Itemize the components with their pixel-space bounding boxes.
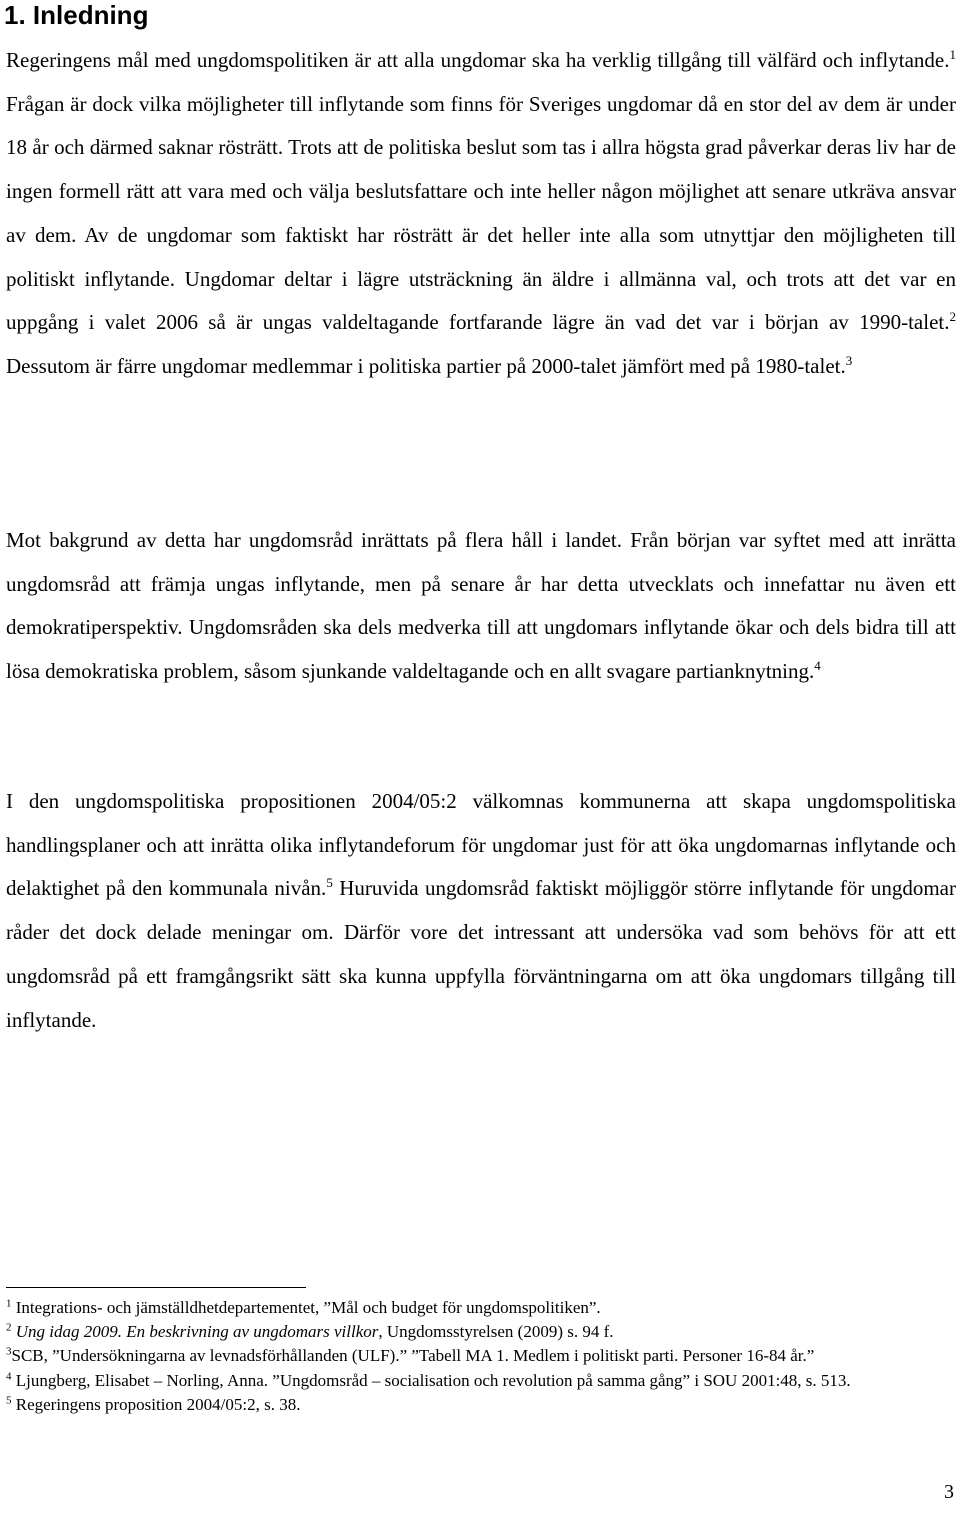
footnote-reference: 3	[845, 352, 853, 368]
footnotes	[6, 1296, 951, 1417]
paragraph-text: Regeringens mål med ungdomspolitiken är att alla ungdomar ska ha verklig tillgång till välfärd och inflytande.	[6, 48, 950, 72]
footnote-5	[6, 1393, 951, 1417]
footnote-number: 5	[6, 1394, 12, 1407]
section-heading: 1. Inledning	[4, 0, 149, 30]
footnote-text: Integrations- och jämställdhetdepartementet, ”Mål och budget för ungdomspolitiken”.	[11, 1298, 601, 1317]
paragraph-text: Frågan är dock vilka möjligheter till inflytande som finns för Sveriges ungdomar då en stor del av dem är under 18 år och därmed saknar rösträtt. Trots att de politiska beslut som tas i allra högsta grad påverkar deras liv har de ingen formell rätt att vara med och välja beslutsfattare och inte heller någon möjlighet att senare utkräva ansvar av dem. Av de ungdomar som faktiskt har rösträtt är det heller inte alla som utnyttjar den möjligheten till politiskt inflytande. Ungdomar deltar i lägre utsträckning än äldre i allmänna val, och trots att det var en uppgång i valet 2006 så är ungas valdeltagande fortfarande lägre än vad det var i början av 1990-talet.	[6, 91, 956, 335]
footnote-title: Ung idag 2009. En beskrivning av ungdomars villkor	[11, 1322, 379, 1342]
footnote-reference: 1	[949, 47, 956, 62]
paragraph-text: Huruvida ungdomsråd faktiskt möjliggör större inflytande för ungdomar råder det dock delade meningar om. Därför vore det intressant att undersöka vad som behövs för att ett ungdomsråd på ett framgångsrikt sätt ska kunna uppfylla förväntningarna om att öka ungdomars tillgång till inflytande.	[6, 876, 956, 1032]
footnote-text: SCB, ”Undersökningarna av levnadsförhållanden (ULF).” ”Tabell MA 1. Medlem i politiskt parti. Personer 16-84 år.”	[11, 1346, 815, 1366]
footnote-reference: 4	[814, 658, 821, 674]
footnote-1	[6, 1296, 951, 1320]
footnote-3	[6, 1344, 951, 1368]
footnote-4	[6, 1369, 951, 1393]
footnote-reference: 2	[949, 309, 956, 325]
paragraph-text: Dessutom är färre ungdomar medlemmar i politiska partier på 2000-talet jämfört med på 1980-talet.	[6, 353, 846, 378]
footnote-number: 4	[6, 1369, 12, 1382]
footnote-reference: 5	[326, 875, 333, 891]
footnote-2	[6, 1320, 951, 1344]
footnote-separator	[6, 1287, 306, 1288]
paragraph-text: Mot bakgrund av detta har ungdomsråd inrättats på flera håll i landet. Från början var syftet med att inrätta ungdomsråd att främja ungas inflytande, men på senare år har detta utvecklats och innefattar nu även ett demokratiperspektiv. Ungdomsråden ska dels medverka till att ungdomars inflytande ökar och dels bidra till att lösa demokratiska problem, såsom sjunkande valdeltagande och en allt svagare partianknytning.	[6, 528, 956, 684]
footnote-text: Ljungberg, Elisabet – Norling, Anna. ”Ungdomsråd – socialisation och revolution på samma gång” i SOU 2001:48, s. 513.	[11, 1370, 851, 1390]
paragraph-background	[6, 519, 956, 694]
page-number: 3	[944, 1481, 954, 1503]
footnote-number: 1	[6, 1297, 12, 1310]
footnote-number: 2	[6, 1321, 12, 1334]
paragraph-intro	[6, 39, 956, 389]
paragraph-text: I den ungdomspolitiska propositionen 2004/05:2 välkomnas kommunerna att skapa ungdomspolitiska handlingsplaner och att inrätta olika inflytandeforum för ungdomar just för att öka ungdomarnas inflytande och delaktighet på den kommunala nivån.	[6, 789, 956, 901]
footnote-number: 3	[6, 1345, 12, 1358]
paragraph-proposition	[6, 780, 956, 1042]
footnote-text: Regeringens proposition 2004/05:2, s. 38.	[11, 1394, 301, 1414]
footnote-text: , Ungdomsstyrelsen (2009) s. 94 f.	[378, 1322, 614, 1342]
